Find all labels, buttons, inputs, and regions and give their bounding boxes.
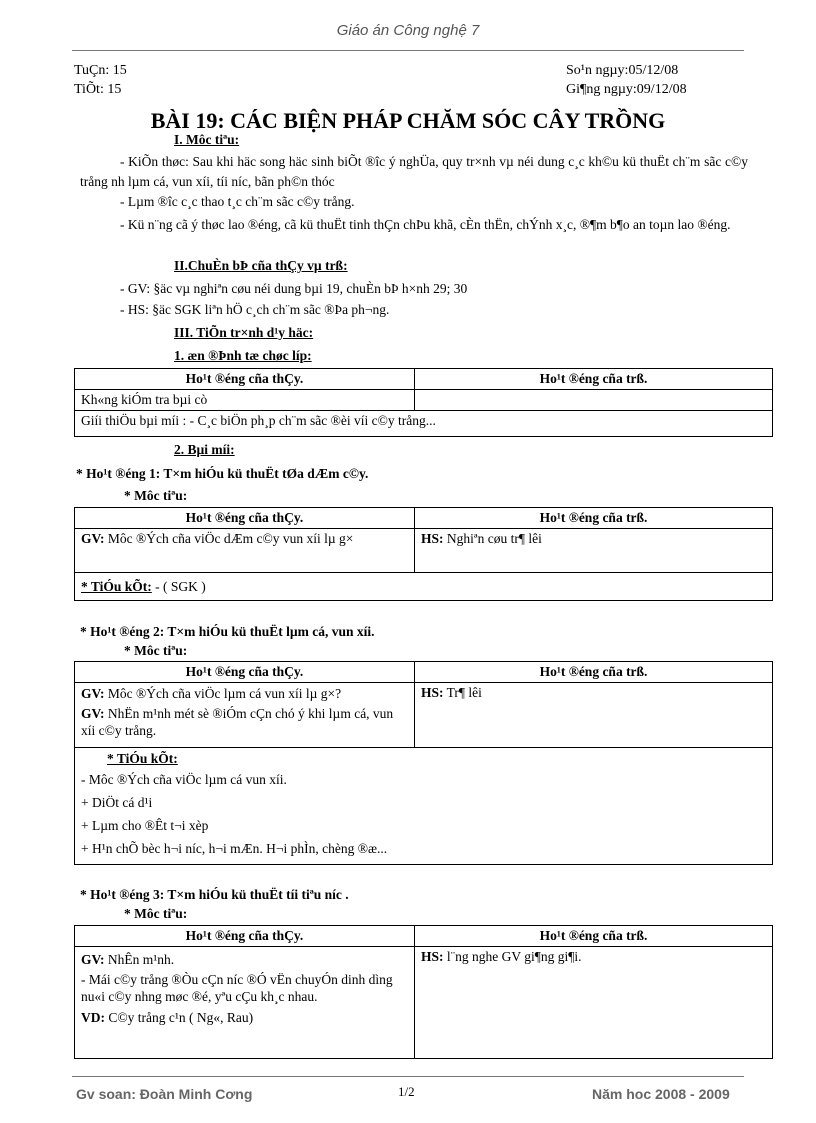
header-divider [72, 50, 744, 51]
summary-item: + DiÖt cá d¹i [81, 795, 153, 810]
column-header-student: Ho¹t ®éng cña trß. [415, 926, 773, 947]
section-1-heading: I. Môc tiªu: [174, 132, 240, 147]
example-label: VD: [81, 1010, 105, 1025]
activity-3-objectives: * Môc tiªu: [124, 906, 188, 921]
section-3-heading: III. TiÕn tr×nh d¹y häc: [174, 325, 314, 340]
activity-3-teacher-explanation: - Mái c©y trång ®Òu cÇn níc ®Ó vËn chuyÓn dinh dìng nu«i c©y nhng møc ®é, yªu cÇu kh¸c nhau. [81, 972, 393, 1004]
footer-school-year: Năm hoc 2008 - 2009 [592, 1086, 730, 1102]
activity-1-summary-text: - ( SGK ) [151, 578, 206, 594]
gv-label: GV: [81, 952, 105, 967]
section-1-attitude: - Kü n¨ng cã ý thøc lao ®éng, cã kü thuËt tinh thÇn chÞu khã, cÈn thËn, chÝnh x¸c, ®¶m b¶o an toµn lao ®éng. [120, 217, 731, 232]
activity-2-student-cell [415, 683, 773, 748]
activity-1-student-cell [415, 529, 773, 573]
activity-1-teacher-cell [75, 529, 415, 573]
activity-3-table [74, 925, 773, 1059]
activity-2-teacher-cell [75, 683, 415, 748]
activity-2-summary-cell [75, 748, 773, 865]
activity-3-title: * Ho¹t ®éng 3: T×m hiÓu kü thuËt tíi tiªu níc . [80, 887, 349, 902]
activity-3-student-text: l¨ng nghe GV gi¶ng gi¶i. [443, 949, 582, 964]
prepared-date: So¹n ngµy:05/12/08 [566, 63, 679, 78]
activity-2-teacher-note: NhËn m¹nh mét sè ®iÓm cÇn chó ý khi lµm cá, vun xíi c©y trång. [81, 706, 394, 738]
summary-label: * TiÓu kÕt: [81, 578, 152, 594]
lesson-title: BÀI 19: CÁC BIỆN PHÁP CHĂM SÓC CÂY TRỒNG [150, 108, 666, 133]
week-label: TuÇn: 15 [74, 63, 127, 78]
student-preparation: - HS: §äc SGK liªn hÖ c¸ch ch¨m sãc ®Þa ph¬ng. [120, 302, 390, 317]
activity-2-title: * Ho¹t ®éng 2: T×m hiÓu kü thuËt lµm cá, vun xíi. [80, 624, 375, 639]
activity-3-example-text: C©y trång c¹n ( Ng«, Rau) [105, 1010, 254, 1025]
activity-3-teacher-cell [75, 947, 415, 1059]
teacher-preparation: - GV: §äc vµ nghiªn cøu néi dung bµi 19, chuÈn bÞ h×nh 29; 30 [120, 281, 468, 296]
activity-1-summary-cell [75, 573, 773, 601]
gv-label: GV: [81, 531, 105, 546]
column-header-student: Ho¹t ®éng cña trß. [415, 662, 773, 683]
gv-label: GV: [81, 686, 105, 701]
teaching-date: Gi¶ng ngµy:09/12/08 [566, 82, 687, 97]
class-organization-heading: 1. æn ®Þnh tæ chøc líp: [174, 348, 312, 363]
column-header-student: Ho¹t ®éng cña trß. [415, 369, 773, 390]
activity-2-teacher-question: Môc ®Ých cña viÖc lµm cá vun xíi lµ g×? [104, 686, 342, 701]
summary-item: + H¹n chÕ bèc h¬i níc, h¬i mÆn. H¬i phÌn, chèng ®æ... [81, 841, 388, 856]
column-header-teacher: Ho¹t ®éng cña thÇy. [75, 508, 415, 529]
hs-label: HS: [421, 949, 444, 964]
activity-1-objectives: * Môc tiªu: [124, 488, 188, 503]
activity-2-objectives: * Môc tiªu: [124, 643, 188, 658]
activity-2-student-text: Tr¶ lêi [443, 685, 482, 700]
activity-1-table [74, 507, 773, 601]
footer-divider [72, 1076, 744, 1077]
column-header-teacher: Ho¹t ®éng cña thÇy. [75, 926, 415, 947]
footer-page-number: 1/2 [398, 1084, 415, 1099]
activity-1-teacher-text: Môc ®Ých cña viÖc dÆm c©y vun xíi lµ g× [104, 531, 354, 546]
introduction-cell: Giíi thiÖu bµi míi : - C¸c biÖn ph¸p ch¨m sãc ®èi víi c©y trång... [75, 411, 773, 437]
section-1-knowledge: - KiÕn thøc: Sau khi häc song häc sinh biÕt ®îc ý nghÜa, quy tr×nh vµ néi dung c¸c kh©u kü thuËt ch¨m sãc c©y trång nh lµm cá, vun xíi, tíi níc, bãn ph©n thóc [80, 154, 748, 189]
activity-3-teacher-emphasis: NhÊn m¹nh. [104, 952, 175, 967]
activity-3-student-cell [415, 947, 773, 1059]
summary-label: * TiÓu kÕt: [107, 751, 178, 766]
period-label: TiÕt: 15 [74, 82, 122, 97]
hs-label: HS: [421, 531, 444, 546]
hs-label: HS: [421, 685, 444, 700]
column-header-teacher: Ho¹t ®éng cña thÇy. [75, 662, 415, 683]
footer-author: Gv soan: Đoàn Minh Cơng [76, 1086, 253, 1102]
section-2-heading: II.ChuÈn bÞ cña thÇy vµ trß: [174, 258, 348, 273]
section-1-skills: - Lµm ®îc c¸c thao t¸c ch¨m sãc c©y trång. [120, 194, 355, 209]
column-header-teacher: Ho¹t ®éng cña thÇy. [75, 369, 415, 390]
gv-label: GV: [81, 706, 105, 721]
organization-table [74, 368, 773, 437]
column-header-student: Ho¹t ®éng cña trß. [415, 508, 773, 529]
summary-item: - Môc ®Ých cña viÖc lµm cá vun xíi. [81, 772, 287, 787]
new-lesson-heading: 2. Bµi míi: [174, 442, 235, 457]
empty-cell [415, 390, 773, 411]
page-header-title: Giáo án Công nghệ 7 [336, 22, 480, 39]
summary-item: + Lµm cho ®Êt t¬i xèp [81, 818, 209, 833]
activity-1-title: * Ho¹t ®éng 1: T×m hiÓu kü thuËt tØa dÆm c©y. [76, 466, 369, 481]
activity-1-student-text: Nghiªn cøu tr¶ lêi [443, 531, 542, 546]
activity-2-table [74, 661, 773, 865]
no-check-cell: Kh«ng kiÓm tra bµi cò [75, 390, 415, 411]
